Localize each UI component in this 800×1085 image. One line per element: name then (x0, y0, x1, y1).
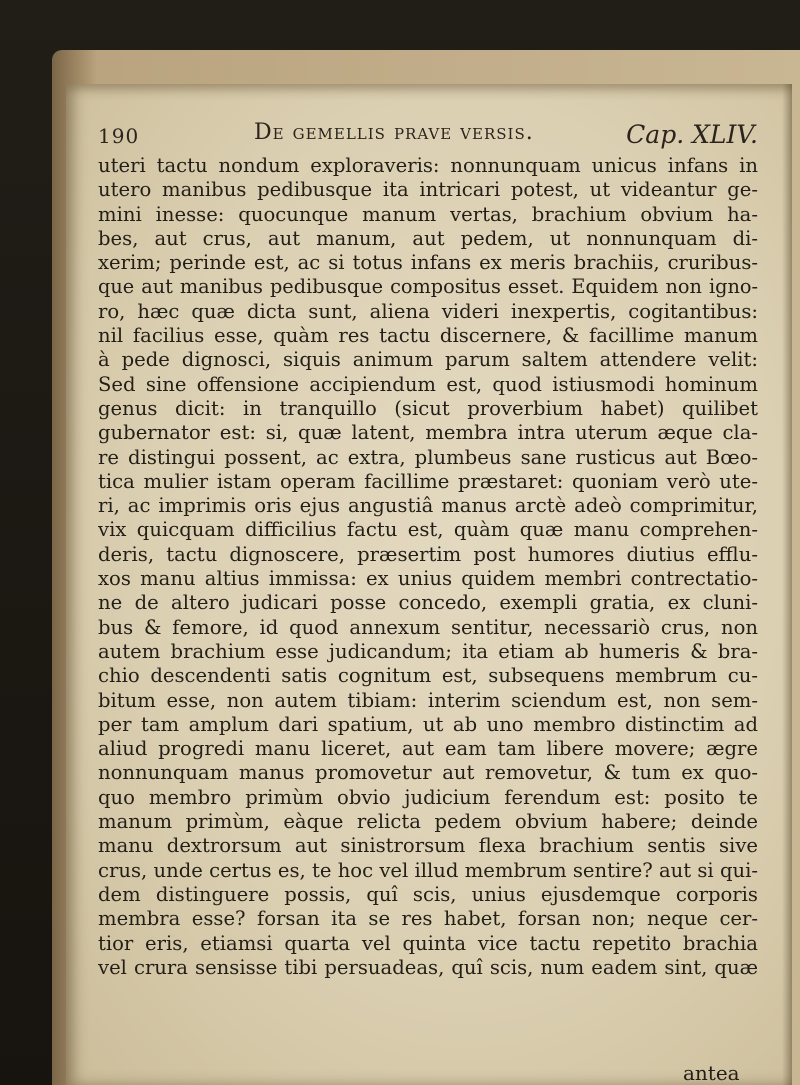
running-title: De gemellis prave versis. (254, 120, 534, 145)
chapter-heading: Cap. XLIV. (626, 120, 758, 149)
body-text (98, 154, 758, 980)
text-line: per tam amplum dari spatium, ut ab uno membro distinctim ad (98, 712, 758, 736)
text-line: ne de altero judicari posse concedo, exempli gratia, ex cluni- (98, 591, 758, 615)
text-line: gubernator est: si, quæ latent, membra intra uterum æque cla- (98, 421, 758, 445)
text-line: bitum esse, non autem tibiam: interim sciendum est, non sem- (98, 688, 758, 712)
text-line: autem brachium esse judicandum; ita etiam ab humeris & bra- (98, 639, 758, 663)
text-line: bus & femore, id quod annexum sentitur, necessariò crus, non (98, 615, 758, 639)
text-line: vel crura sensisse tibi persuadeas, quî scis, num eadem sint, quæ (98, 955, 758, 979)
text-line: uteri tactu nondum exploraveris: nonnunquam unicus infans in (98, 154, 758, 177)
catchword: antea (683, 1061, 740, 1085)
text-line: chio descendenti satis cognitum est, subsequens membrum cu- (98, 664, 758, 688)
text-line: deris, tactu dignoscere, præsertim post humores diutius efflu- (98, 542, 758, 566)
text-line: manum primùm, eàque relicta pedem obvium habere; deinde (98, 810, 758, 834)
text-line: crus, unde certus es, te hoc vel illud membrum sentire? aut si qui- (98, 858, 758, 882)
text-line: re distingui possent, ac extra, plumbeus sane rusticus aut Bœo- (98, 445, 758, 469)
text-line: vix quicquam difficilius factu est, quàm quæ manu comprehen- (98, 518, 758, 542)
text-line: bes, aut crus, aut manum, aut pedem, ut nonnunquam di- (98, 226, 758, 250)
text-line: xos manu altius immissa: ex unius quidem membri contrectatio- (98, 567, 758, 591)
text-line: ri, ac imprimis oris ejus angustiâ manus arctè adeò comprimitur, (98, 494, 758, 518)
text-line: quo membro primùm obvio judicium ferendum est: posito te (98, 785, 758, 809)
text-line: à pede dignosci, siquis animum parum saltem attendere velit: (98, 348, 758, 372)
page-header (98, 120, 758, 154)
text-line: aliud progredi manu liceret, aut eam tam libere movere; ægre (98, 737, 758, 761)
text-line: tica mulier istam operam facillime præstaret: quoniam verò ute- (98, 469, 758, 493)
text-line: dem distinguere possis, quî scis, unius ejusdemque corporis (98, 882, 758, 906)
text-line: que aut manibus pedibusque compositus esset. Equidem non igno- (98, 275, 758, 299)
text-line: tior eris, etiamsi quarta vel quinta vice tactu repetito brachia (98, 931, 758, 955)
text-line: genus dicit: in tranquillo (sicut proverbium habet) quilibet (98, 396, 758, 420)
text-line: utero manibus pedibusque ita intricari potest, ut videantur ge- (98, 178, 758, 202)
text-line: mini inesse: quocunque manum vertas, brachium obvium ha- (98, 202, 758, 226)
text-line: Sed sine offensione accipiendum est, quod istiusmodi hominum (98, 372, 758, 396)
text-line: nil facilius esse, quàm res tactu discernere, & facillime manum (98, 324, 758, 348)
page-number: 190 (98, 124, 140, 148)
text-line: ro, hæc quæ dicta sunt, aliena videri inexpertis, cogitantibus: (98, 299, 758, 323)
text-line: nonnunquam manus promovetur aut removetur, & tum ex quo- (98, 761, 758, 785)
text-line: manu dextrorsum aut sinistrorsum flexa brachium sentis sive (98, 834, 758, 858)
text-line: membra esse? forsan ita se res habet, forsan non; neque cer- (98, 907, 758, 931)
text-line: xerim; perinde est, ac si totus infans ex meris brachiis, cruribus- (98, 251, 758, 275)
